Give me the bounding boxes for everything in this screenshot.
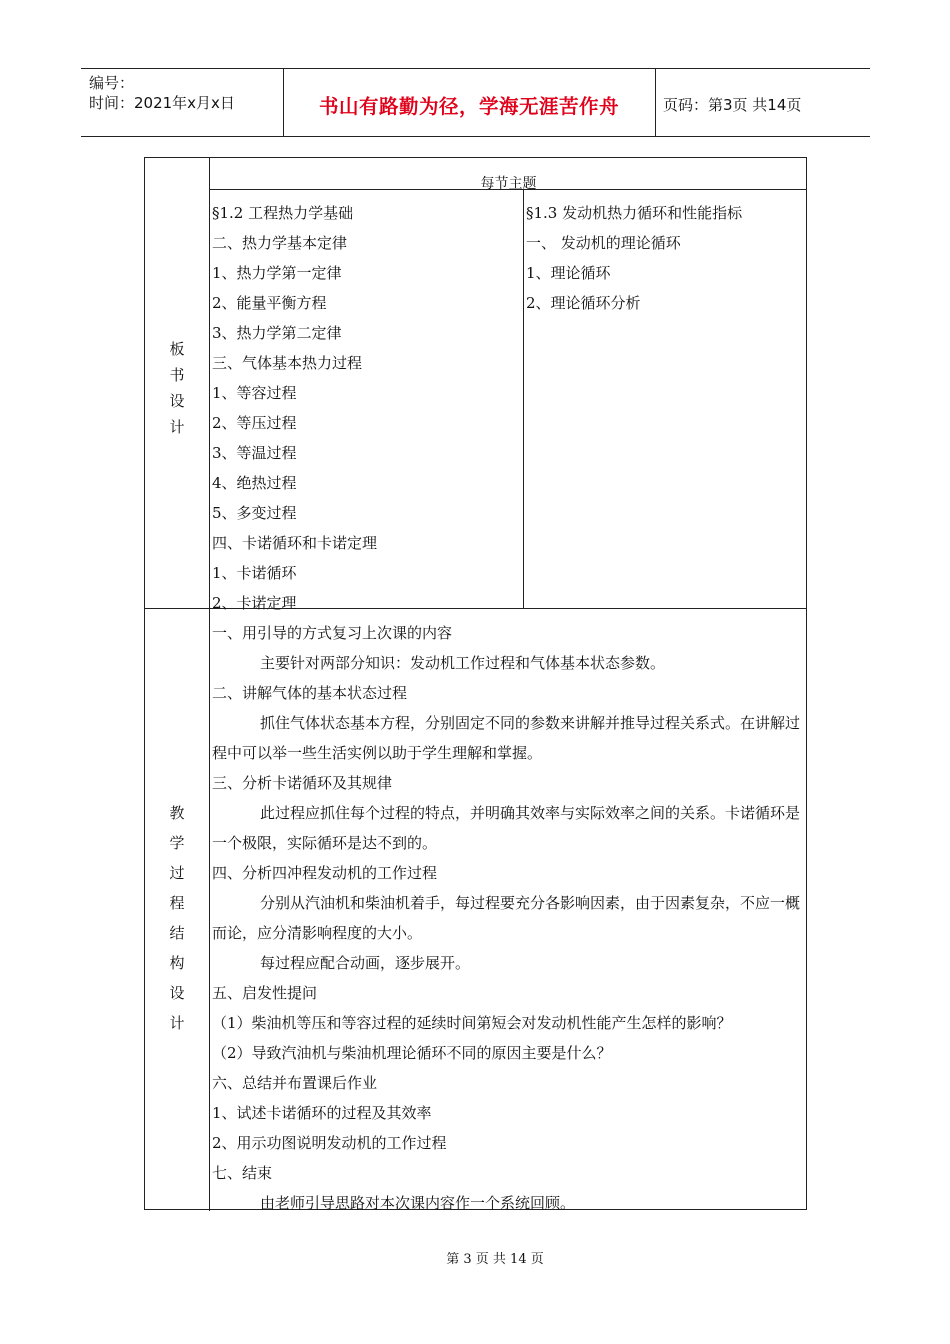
question-item: （1）柴油机等压和等容过程的延续时间第短会对发动机性能产生怎样的影响？: [212, 1014, 732, 1032]
teaching-process-content: [212, 618, 802, 1218]
label-char: 计: [169, 418, 185, 436]
list-item: 3、等温过程: [212, 444, 297, 462]
paragraph: 主要针对两部分知识：发动机工作过程和气体基本状态参数。: [260, 654, 666, 672]
number-label: 编号：: [89, 74, 135, 92]
section-caption: 每节主题: [480, 176, 537, 192]
list-item: 2、等压过程: [212, 414, 297, 432]
motto: 书山有路勤为径，学海无涯苦作舟: [318, 95, 619, 118]
lesson-table: [144, 157, 807, 1210]
header-divider: [655, 69, 656, 136]
section-heading: 三、分析卡诺循环及其规律: [212, 774, 393, 792]
paragraph: 抓住气体状态基本方程，分别固定不同的参数来讲解并推导过程关系式。在讲解过程中可以举一些生活实例以助于学生理解和掌握。: [212, 714, 801, 762]
question-item: （2）导致汽油机与柴油机理论循环不同的原因主要是什么？: [212, 1044, 612, 1062]
list-item: 1、试述卡诺循环的过程及其效率: [212, 1104, 432, 1122]
label-char: 学: [169, 834, 185, 852]
page-info: 页码：第3页 共14页: [663, 96, 802, 114]
list-item: §1.2 工程热力学基础: [212, 204, 354, 222]
label-char: 程: [169, 894, 185, 912]
column-divider: [209, 158, 210, 1211]
time-label: 时间：2021年x月x日: [89, 94, 235, 112]
label-char: 书: [169, 366, 185, 384]
list-item: 1、热力学第一定律: [212, 264, 342, 282]
board-right-list: [526, 198, 742, 318]
label-char: 过: [169, 864, 185, 882]
header-left: [89, 73, 235, 113]
list-item: 1、理论循环: [526, 264, 611, 282]
page-header: [81, 68, 870, 137]
list-item: 二、热力学基本定律: [212, 234, 348, 252]
label-char: 设: [169, 392, 185, 410]
list-item: 一、 发动机的理论循环: [526, 234, 681, 252]
list-item: 三、气体基本热力过程: [212, 354, 363, 372]
paragraph: 每过程应配合动画，逐步展开。: [260, 954, 471, 972]
section-heading: 六、总结并布置课后作业: [212, 1074, 378, 1092]
section-heading: 一、用引导的方式复习上次课的内容: [212, 624, 453, 642]
board-design-label: [145, 336, 209, 440]
list-item: §1.3 发动机热力循环和性能指标: [526, 204, 743, 222]
paragraph: 由老师引导思路对本次课内容作一个系统回顾。: [260, 1194, 576, 1212]
list-item: 2、用示功图说明发动机的工作过程: [212, 1134, 447, 1152]
paragraph: 此过程应抓住每个过程的特点，并明确其效率与实际效率之间的关系。卡诺循环是一个极限，实际循环是达不到的。: [212, 804, 801, 852]
teaching-process-label: [145, 798, 209, 1038]
paragraph: 分别从汽油机和柴油机着手，每过程要充分各影响因素，由于因素复杂，不应一概而论，应分清影响程度的大小。: [212, 894, 801, 942]
list-item: 2、理论循环分析: [526, 294, 641, 312]
label-char: 板: [169, 340, 185, 358]
list-item: 2、卡诺定理: [212, 594, 297, 612]
page-footer: 第 3 页 共 14 页: [446, 1252, 544, 1267]
list-item: 4、绝热过程: [212, 474, 297, 492]
label-char: 设: [169, 984, 185, 1002]
section-heading: 五、启发性提问: [212, 984, 318, 1002]
list-item: 1、卡诺循环: [212, 564, 297, 582]
label-char: 教: [169, 804, 185, 822]
section-heading: 二、讲解气体的基本状态过程: [212, 684, 408, 702]
section-heading: 七、结束: [212, 1164, 273, 1182]
list-item: 1、等容过程: [212, 384, 297, 402]
list-item: 5、多变过程: [212, 504, 297, 522]
label-char: 结: [169, 924, 185, 942]
list-item: 3、热力学第二定律: [212, 324, 342, 342]
board-column-divider: [523, 189, 524, 608]
section-heading: 四、分析四冲程发动机的工作过程: [212, 864, 438, 882]
list-item: 2、能量平衡方程: [212, 294, 327, 312]
label-char: 计: [169, 1014, 185, 1032]
board-left-list: [212, 198, 377, 618]
label-char: 构: [169, 954, 185, 972]
list-item: 四、卡诺循环和卡诺定理: [212, 534, 378, 552]
